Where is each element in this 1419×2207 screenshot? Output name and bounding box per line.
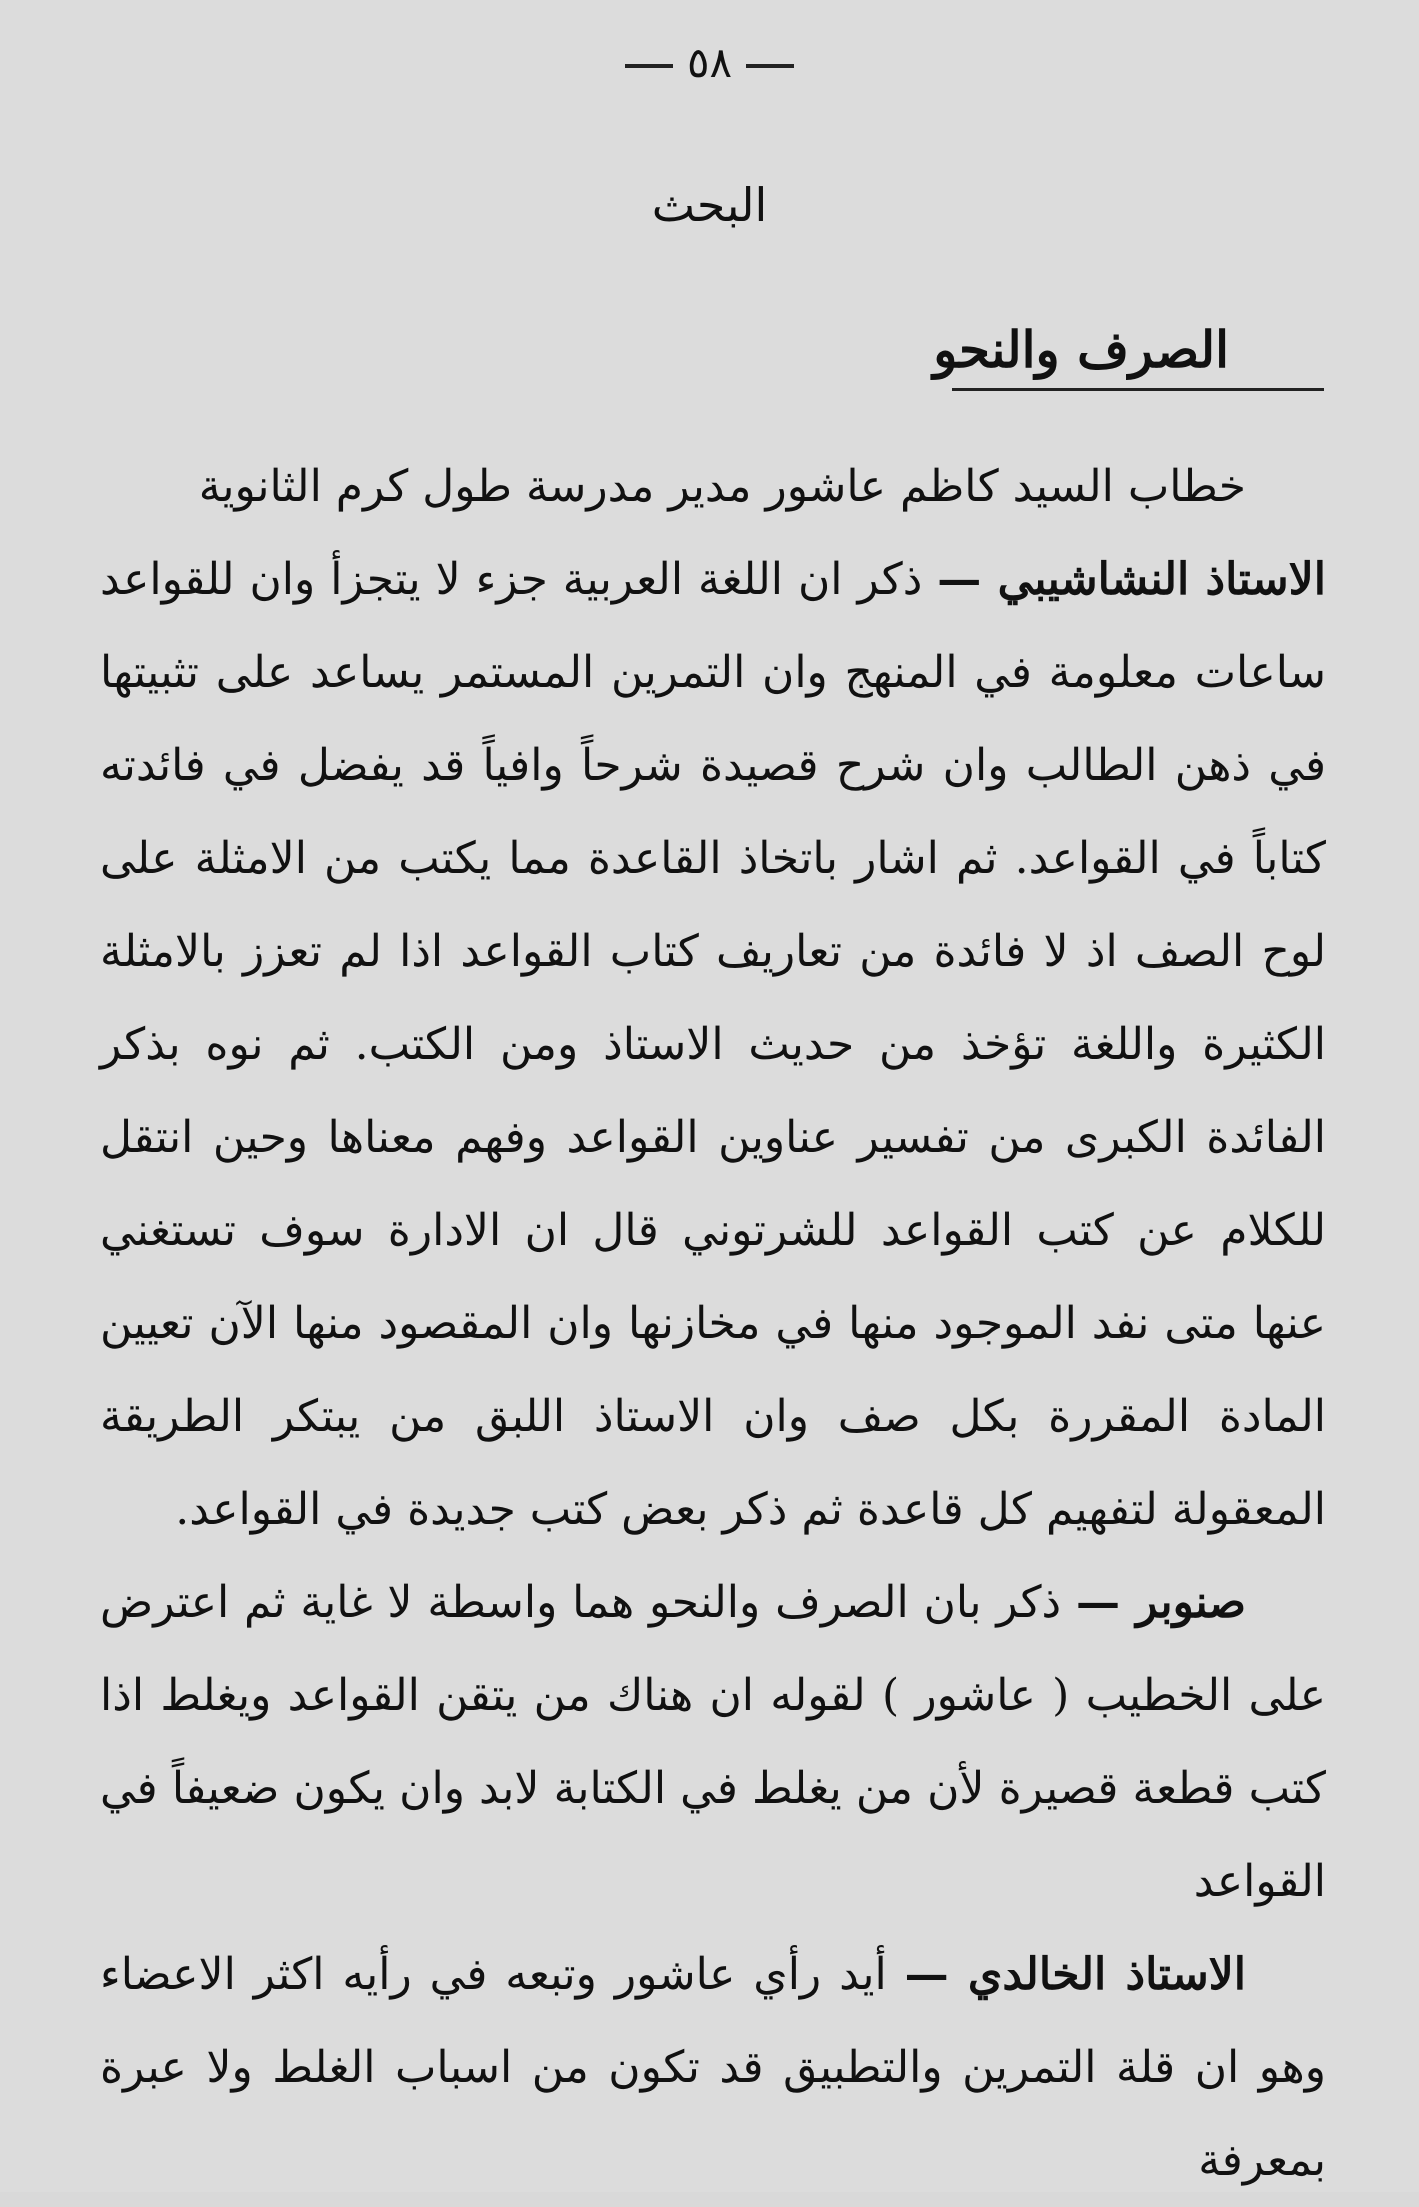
subject-title: الصرف والنحو <box>933 320 1229 379</box>
paragraph-text: أيد رأي عاشور وتبعه في رأيه اكثر الاعضاء وهو ان قلة التمرين والتطبيق قد تكون من اسباب الغلط ولا عبرة بمعرفة <box>100 1949 1326 2186</box>
page-number-dash-right <box>746 64 794 68</box>
page-number-value: ٥٨ <box>686 38 733 87</box>
section-heading: البحث <box>651 178 768 232</box>
paragraph-text: خطاب السيد كاظم عاشور مدير مدرسة طول كرم الثانوية <box>198 461 1246 512</box>
body-text <box>100 440 1326 2207</box>
paragraph-khalidi <box>100 1928 1326 2207</box>
paragraph-nashashibi <box>100 533 1326 1556</box>
page-number <box>0 38 1419 88</box>
speaker-name: الاستاذ الخالدي — <box>904 1949 1247 2000</box>
page-number-dash-left <box>625 64 673 68</box>
speaker-name: صنوبر — <box>1075 1577 1246 1628</box>
paragraph-sanawbar <box>100 1556 1326 1928</box>
subject-underline <box>952 388 1324 391</box>
paragraph-text: ذكر بان الصرف والنحو هما واسطة لا غاية ثم اعترض على الخطيب ( عاشور ) لقوله ان هناك من يتقن القواعد ويغلط اذا كتب قطعة قصيرة لأن من يغلط في الكتابة لابد وان يكون ضعيفاً في القواعد <box>100 1577 1326 1907</box>
paragraph-text: ذكر ان اللغة العربية جزء لا يتجزأ وان للقواعد ساعات معلومة في المنهج وان التمرين المستمر يساعد على تثبيتها في ذهن الطالب وان شرح قصيدة شرحاً وافياً قد يفضل في فائدته كتاباً في القواعد. ثم اشار باتخاذ القاعدة مما يكتب من الامثلة على لوح الصف اذ لا فائدة من تعاريف كتاب القواعد اذا لم تعزز بالامثلة الكثيرة واللغة تؤخذ من حديث الاستاذ ومن الكتب. ثم نوه بذكر الفائدة الكبرى من تفسير عناوين القواعد وفهم معناها وحين انتقل للكلام عن كتب القواعد للشرتوني قال ان الادارة سوف تستغني عنها متى نفد الموجود منها في مخازنها وان المقصود منها الآن تعيين المادة المقررة بكل صف وان الاستاذ اللبق من يبتكر الطريقة المعقولة لتفهيم كل قاعدة ثم ذكر بعض كتب جديدة في القواعد. <box>100 554 1326 1535</box>
paragraph-intro <box>100 440 1326 533</box>
speaker-name: الاستاذ النشاشيبي — <box>937 554 1326 605</box>
